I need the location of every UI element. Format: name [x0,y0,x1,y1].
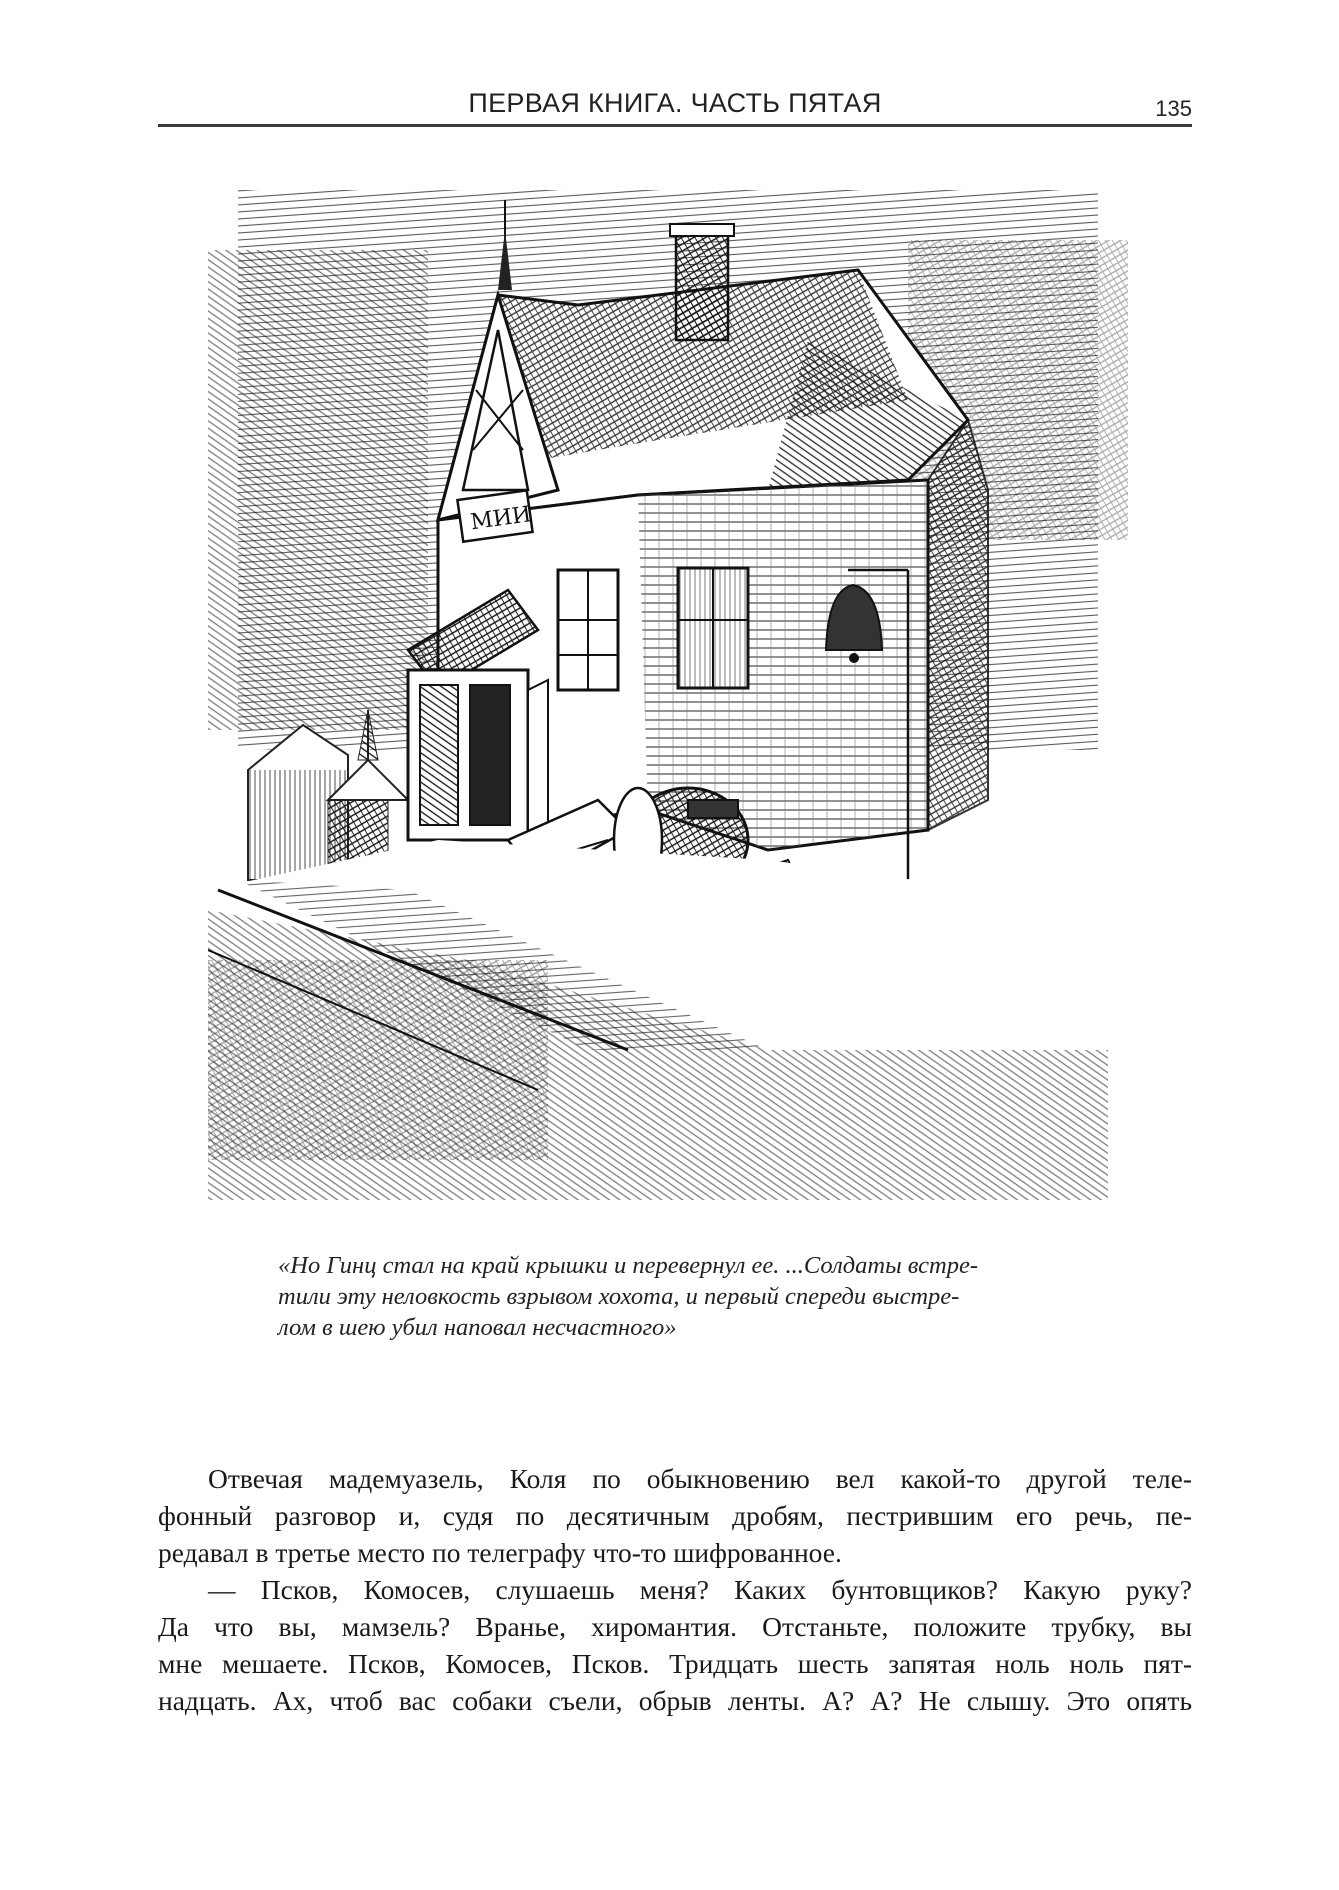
illustration-caption [278,1250,1078,1343]
caption-line: «Но Гинц стал на край крышки и перевернул ее. ...Солдаты встре- [278,1252,978,1279]
page-number: 135 [1155,96,1192,121]
body-line: надцать. Ах, чтоб вас собаки съели, обрыв ленты. А? А? Не слышу. Это опять [158,1685,1192,1716]
station-illustration [208,190,1148,1200]
body-line: — Псков, Комосев, слушаешь меня? Каких бунтовщиков? Какую руку? [208,1574,1192,1605]
caption-line: тили эту неловкость взрывом хохота, и первый спереди выстре- [278,1283,960,1310]
body-line: мне мешаете. Псков, Комосев, Псков. Тридцать шесть запятая ноль ноль пят- [158,1648,1192,1679]
station-sign: МИИ [468,502,533,536]
platform [208,840,1108,1200]
body-line: Отвечая мадемуазель, Коля по обыкновению вел какой-то другой теле- [208,1463,1192,1494]
running-title: ПЕРВАЯ КНИГА. ЧАСТЬ ПЯТАЯ [468,88,882,118]
body-text [158,1460,1192,1719]
caption-line: лом в шею убил наповал несчастного» [278,1314,677,1341]
body-line: фонный разговор и, судя по десятичным дробям, пестрившим его речь, пе- [158,1500,1192,1531]
header-rule [158,124,1192,127]
running-head [158,84,1192,124]
body-line: Да что вы, мамзель? Вранье, хиромантия. Отстаньте, положите трубку, вы [158,1611,1192,1642]
body-line: редавал в третье место по телеграфу что-то шифрованное. [158,1537,842,1568]
